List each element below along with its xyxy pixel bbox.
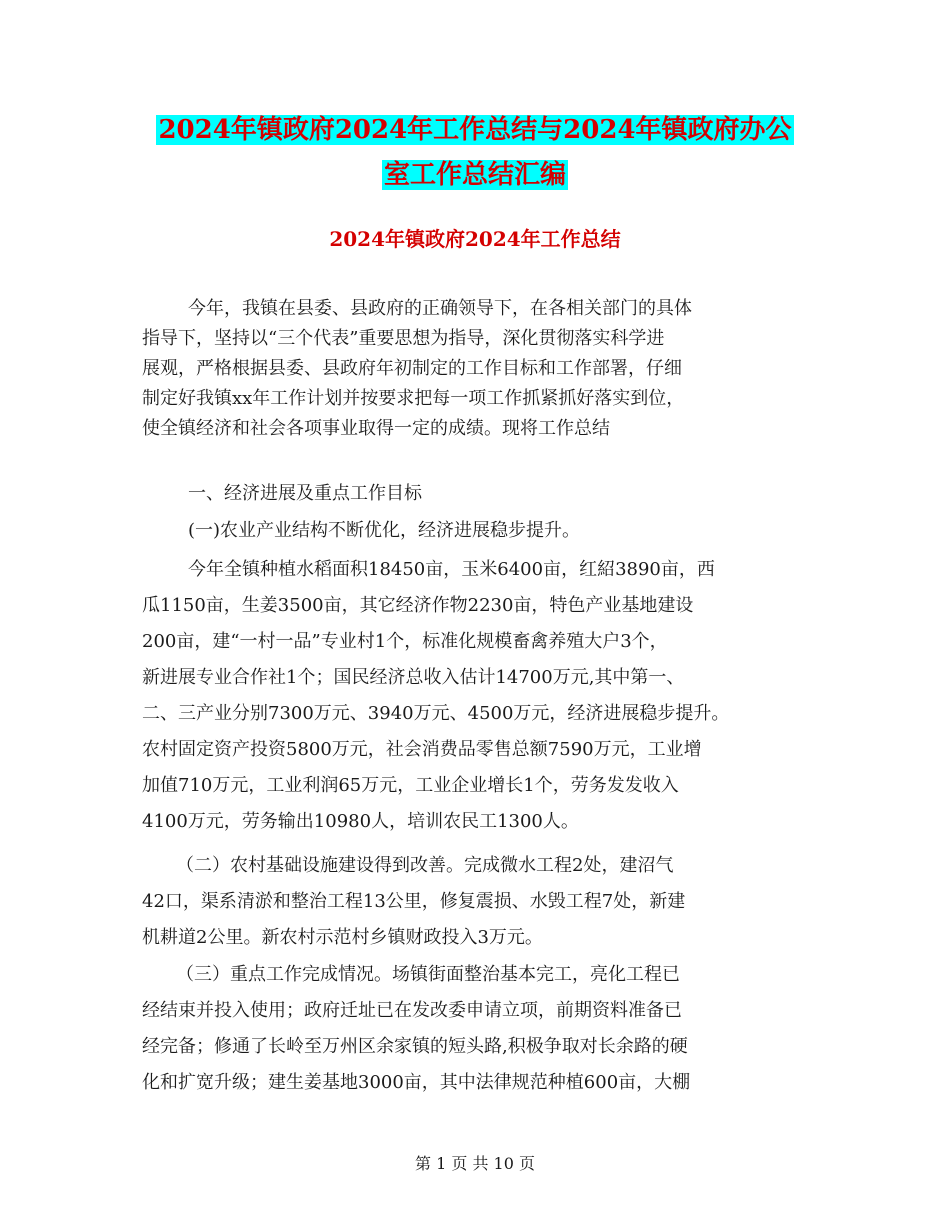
paragraph-infrastructure xyxy=(142,851,832,953)
text-line: 指导下，坚持以“三个代表”重要思想为指导，深化贯彻落实科学进 xyxy=(142,328,665,349)
paragraph-agriculture xyxy=(142,555,832,837)
text-line: 机耕道2公里。新农村示范村乡镇财政投入3万元。 xyxy=(142,927,543,948)
section-title: 2024年镇政府2024年工作总结 xyxy=(329,227,621,251)
text-line: 加值710万元，工业利润65万元，工业企业增长1个，劳务发发收入 xyxy=(142,775,679,796)
paragraph-key-work xyxy=(142,960,832,1098)
text-line: 经结束并投入使用；政府迁址已在发改委申请立项，前期资料准备已 xyxy=(142,1000,682,1021)
paragraph-intro xyxy=(142,294,832,444)
heading-economic-progress xyxy=(142,479,832,509)
text-line: 42口，渠系清淤和整治工程13公里，修复震损、水毁工程7处，新建 xyxy=(142,891,686,912)
text-line: 一、经济进展及重点工作目标 xyxy=(188,483,422,504)
page-footer: 第 1 页 共 10 页 xyxy=(415,1154,535,1173)
text-line: 展观，严格根据县委、县政府年初制定的工作目标和工作部署，仔细 xyxy=(142,358,682,379)
text-line: （二）农村基础设施建设得到改善。完成微水工程2处，建沼气 xyxy=(176,855,674,876)
text-line: 200亩，建“一村一品”专业村1个，标准化规模畜禽养殖大户3个， xyxy=(142,631,668,652)
text-line: 今年，我镇在县委、县政府的正确领导下，在各相关部门的具体 xyxy=(188,298,692,319)
heading-agriculture-structure xyxy=(142,516,832,546)
document-title-text-1: 2024年镇政府2024年工作总结与2024年镇政府办公 xyxy=(158,115,792,145)
text-line: 使全镇经济和社会各项事业取得一定的成绩。现将工作总结 xyxy=(142,418,610,439)
document-title-line-1 xyxy=(0,110,950,150)
text-line: 经完备；修通了长岭至万州区余家镇的短头路,积极争取对长余路的硬 xyxy=(142,1036,688,1057)
text-line: 今年全镇种植水稻面积18450亩，玉米6400亩，红紹3890亩，西 xyxy=(188,559,715,580)
text-line: 新进展专业合作社1个；国民经济总收入估计14700万元,其中第一、 xyxy=(142,667,685,688)
text-line: 农村固定资产投资5800万元，社会消费品零售总额7590万元，工业增 xyxy=(142,739,702,760)
text-line: 4100万元，劳务输出10980人，培训农民工1300人。 xyxy=(142,811,579,832)
text-line: （三）重点工作完成情况。场镇街面整治基本完工，亮化工程已 xyxy=(176,964,680,985)
text-line: 制定好我镇xx年工作计划并按要求把每一项工作抓紧抓好落实到位， xyxy=(142,388,685,409)
document-title-text-2: 室工作总结汇编 xyxy=(383,160,566,190)
text-line: 瓜1150亩，生姜3500亩，其它经济作物2230亩，特色产业基地建设 xyxy=(142,595,694,616)
text-line: (一)农业产业结构不断优化，经济进展稳步提升。 xyxy=(188,520,581,541)
document-title-line-2 xyxy=(0,155,950,195)
text-line: 化和扩宽升级；建生姜基地3000亩，其中法律规范种植600亩，大棚 xyxy=(142,1072,691,1093)
text-line: 二、三产业分别7300万元、3940万元、4500万元，经济进展稳步提升。 xyxy=(142,703,730,724)
